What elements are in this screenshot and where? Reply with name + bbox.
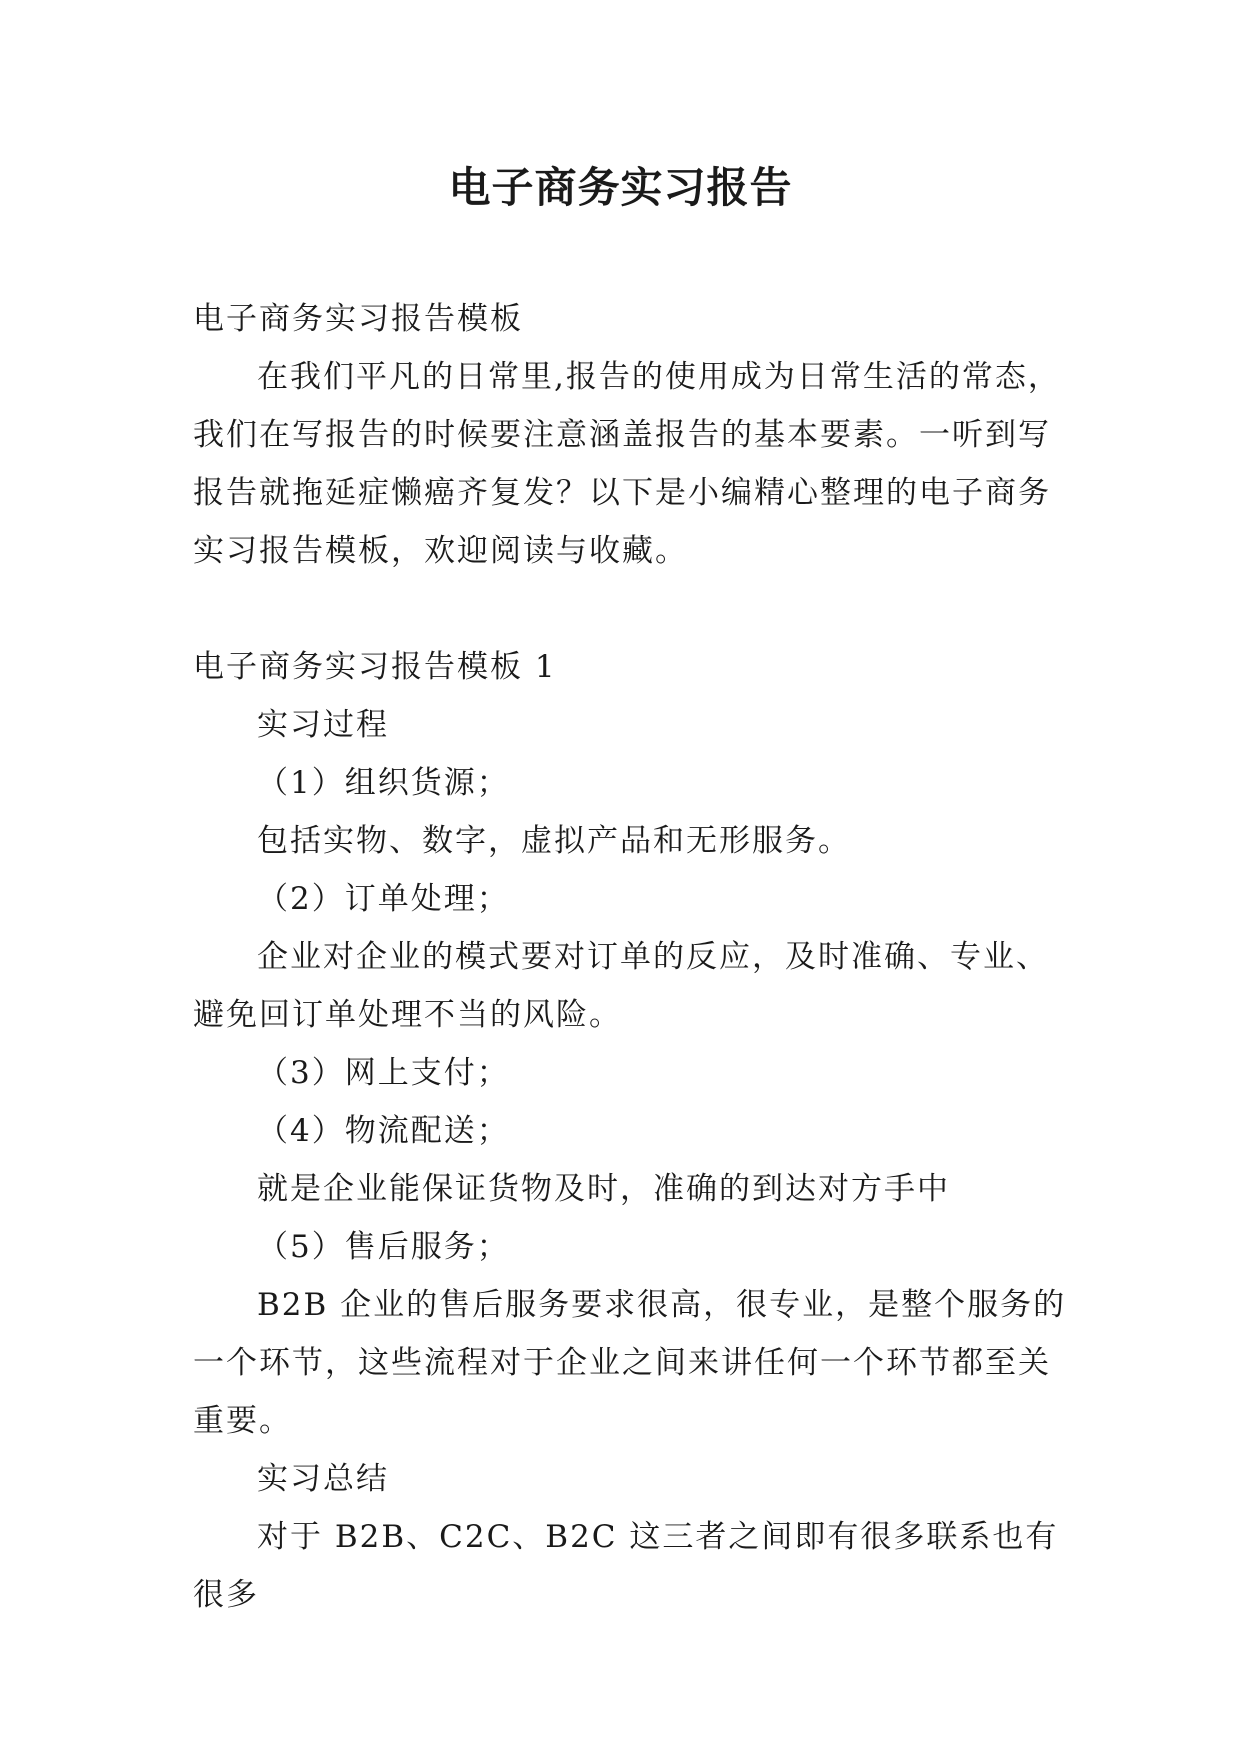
- subtitle: 电子商务实习报告模板: [193, 301, 523, 337]
- paragraph: 对于 B2B、C2C、B2C 这三者之间即有很多联系也有很多: [193, 1519, 1059, 1613]
- summary-heading: 实习总结: [257, 1461, 389, 1497]
- list-item: （5）售后服务；: [257, 1229, 510, 1265]
- document-body: [193, 290, 1073, 1624]
- paragraph: 就是企业能保证货物及时，准确的到达对方手中: [257, 1171, 950, 1207]
- paragraph: 包括实物、数字，虚拟产品和无形服务。: [257, 823, 851, 859]
- list-item: （3）网上支付；: [257, 1055, 510, 1091]
- list-item: （2）订单处理；: [257, 881, 510, 917]
- paragraph: B2B 企业的售后服务要求很高，很专业，是整个服务的一个环节，这些流程对于企业之间来讲任何一个环节都至关重要。: [193, 1287, 1067, 1439]
- intro-paragraph: 在我们平凡的日常里,报告的使用成为日常生活的常态，我们在写报告的时候要注意涵盖报告的基本要素。一听到写报告就拖延症懒癌齐复发？以下是小编精心整理的电子商务实习报告模板，欢迎阅读与收藏。: [193, 359, 1061, 569]
- process-heading: 实习过程: [257, 707, 389, 743]
- list-item: （4）物流配送；: [257, 1113, 510, 1149]
- section-heading: 电子商务实习报告模板 1: [193, 649, 557, 685]
- list-item: （1）组织货源；: [257, 765, 510, 801]
- paragraph: 企业对企业的模式要对订单的反应，及时准确、专业、避免回订单处理不当的风险。: [193, 939, 1049, 1033]
- paragraph-gap: [193, 580, 1073, 638]
- document-title: 电子商务实习报告: [448, 163, 793, 212]
